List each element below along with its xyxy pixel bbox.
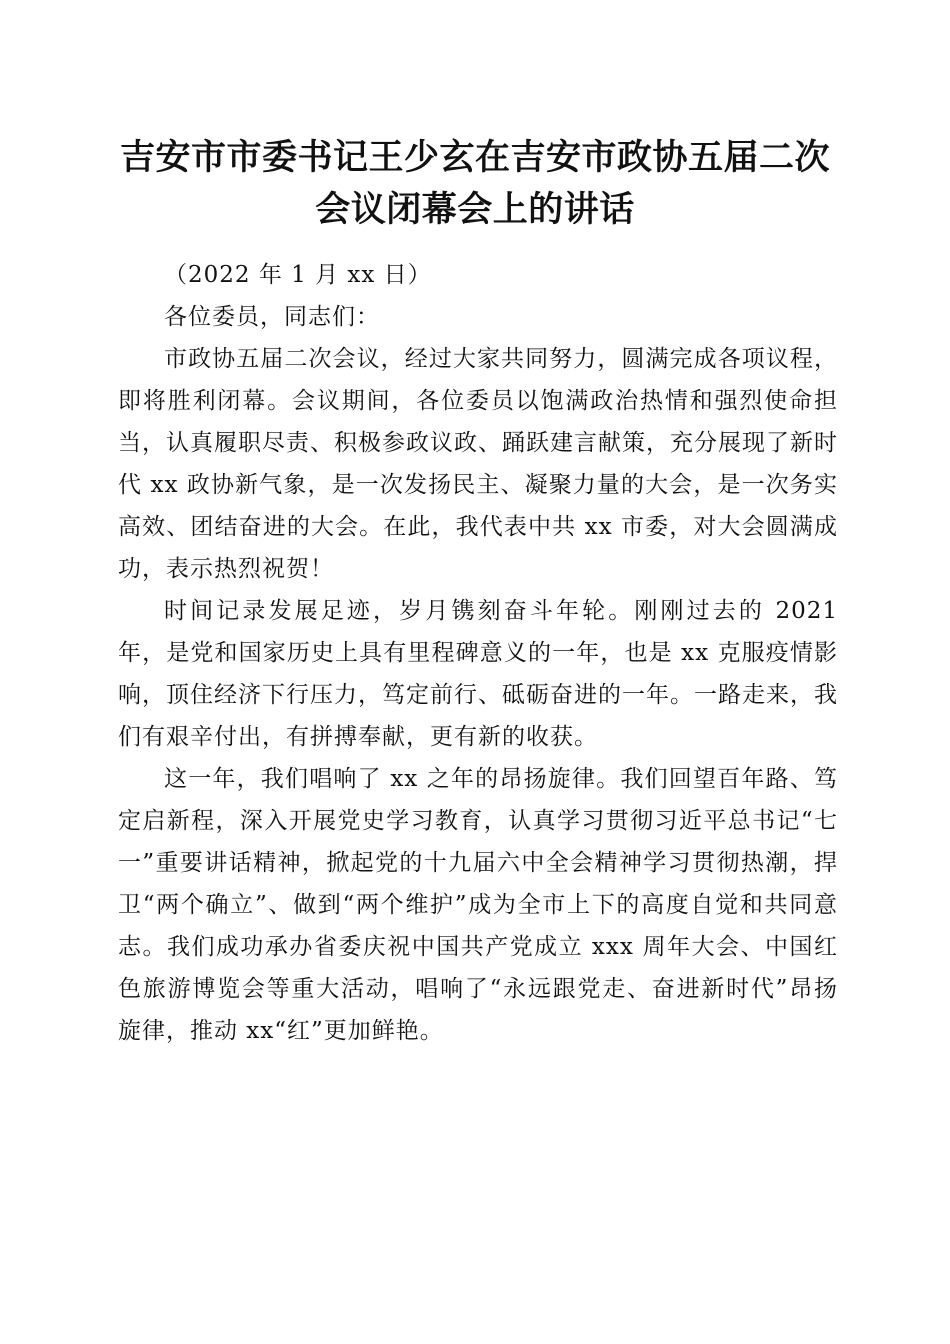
document-title	[100, 132, 850, 236]
speech-date: （2022 年 1 月 xx 日）	[164, 262, 432, 288]
document-body	[118, 254, 838, 1052]
paragraph-2: 时间记录发展足迹，岁月镌刻奋斗年轮。刚刚过去的 2021 年，是党和国家历史上具有里程碑意义的一年，也是 xx 克服疫情影响，顶住经济下行压力，笃定前行、砥砺奋进的一年。一路走来，我们有艰辛付出，有拼搏奉献，更有新的收获。	[118, 598, 838, 750]
title-line-2: 会议闭幕会上的讲话	[315, 189, 635, 230]
paragraph-1: 市政协五届二次会议，经过大家共同努力，圆满完成各项议程，即将胜利闭幕。会议期间，各位委员以饱满政治热情和强烈使命担当，认真履职尽责、积极参政议政、踊跃建言献策，充分展现了新时代 xx 政协新气象，是一次发扬民主、凝聚力量的大会，是一次务实高效、团结奋进的大会。在此，我代表中共 xx 市委，对大会圆满成功，表示热烈祝贺！	[118, 346, 838, 582]
speech-greeting: 各位委员，同志们：	[164, 304, 380, 330]
title-line-1: 吉安市市委书记王少玄在吉安市政协五届二次	[119, 137, 830, 178]
paragraph-3: 这一年，我们唱响了 xx 之年的昂扬旋律。我们回望百年路、笃定启新程，深入开展党史学习教育，认真学习贯彻习近平总书记“七一”重要讲话精神，掀起党的十九届六中全会精神学习贯彻热潮，捍卫“两个确立”、做到“两个维护”成为全市上下的高度自觉和共同意志。我们成功承办省委庆祝中国共产党成立 xxx 周年大会、中国红色旅游博览会等重大活动，唱响了“永远跟党走、奋进新时代”昂扬旋律，推动 xx“红”更加鲜艳。	[118, 766, 838, 1044]
